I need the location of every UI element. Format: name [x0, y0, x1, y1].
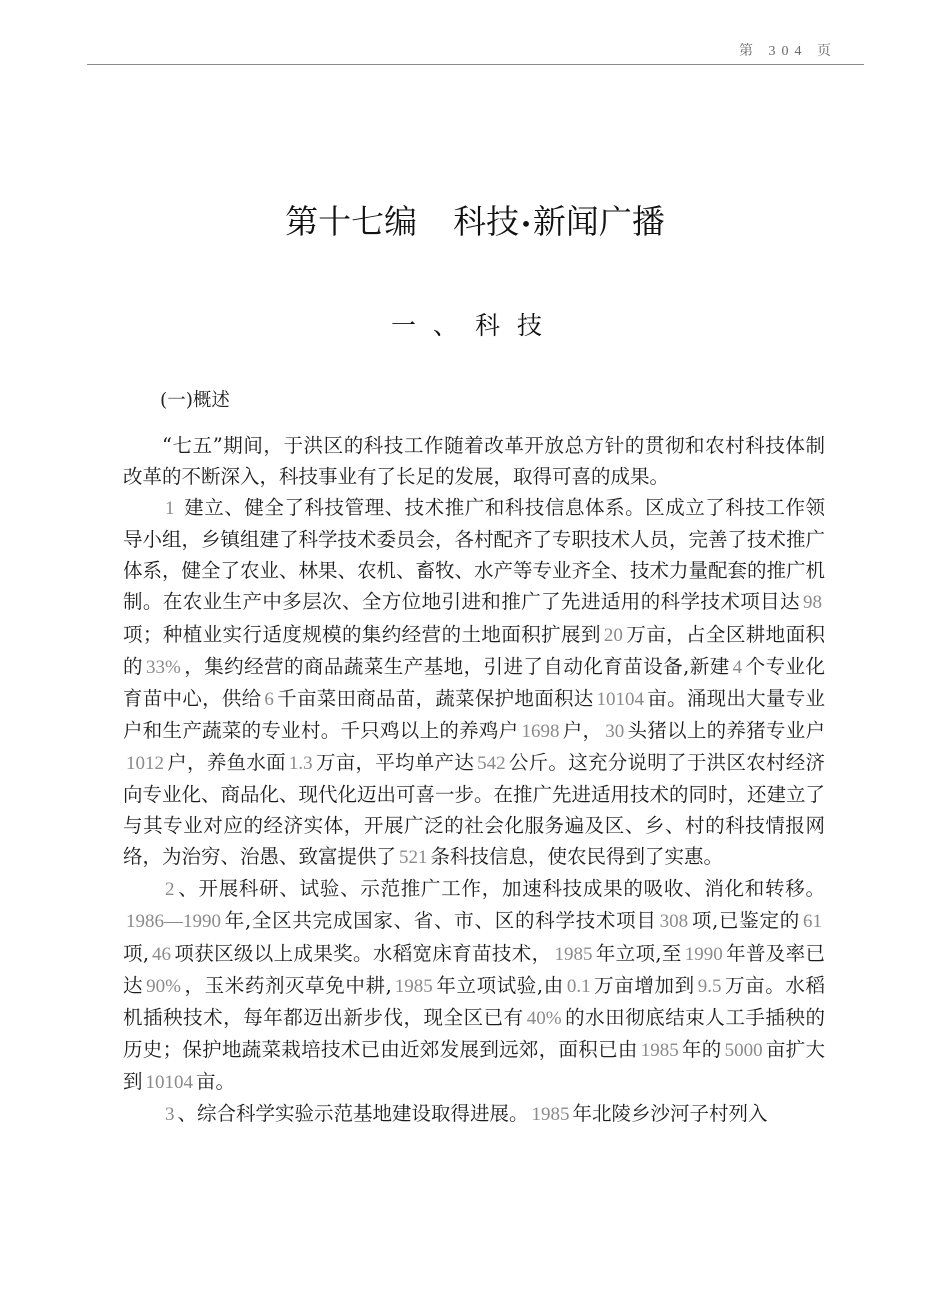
header-rule	[87, 64, 864, 65]
page-number: 第 304 页	[739, 44, 837, 59]
part-title	[0, 196, 950, 243]
item-number: 3	[165, 1103, 175, 1125]
body-text	[123, 430, 825, 1130]
part-label: 第十七编	[285, 202, 418, 241]
subsection-heading: (一)概述	[160, 390, 230, 411]
item-number: 2	[165, 879, 175, 901]
paragraph-intro: “七五”期间，于洪区的科技工作随着改革开放总方针的贯彻和农村科技体制改革的不断深入，科技事业有了长足的发展，取得可喜的成果。	[123, 434, 825, 489]
paragraph-3: 3 、综合科学实验示范基地建设取得进展。 1985 年北陵乡沙河子村列入	[123, 1098, 825, 1130]
section-title: 一、科技	[390, 311, 559, 340]
part-separator: •	[520, 212, 532, 236]
part-name-2: 新闻广播	[532, 202, 665, 241]
part-name-1: 科技	[453, 202, 520, 241]
item-number: 1	[165, 498, 175, 520]
paragraph-1: 1 建立、健全了科技管理、技术推广和科技信息体系。区成立了科技工作领导小组，乡镇组建了科学技术委员会，各村配齐了专职技术人员，完善了技术推广体系，健全了农业、林果、农机、畜牧、水产等专业齐全、技术力量配套的推广机制。在农业生产中多层次、全方位地引进和推广了先进适用的科学技术项目达 98项；种植业实行适度规模的集约经营的土地面积扩展到 20 万亩，占全区耕地面积的 33% ，集约经营的商品蔬菜生产基地，引进了自动化育苗设备,新建 4 个专业化育苗中心，供给 6 千亩菜田商品苗，蔬菜保护地面积达 10104 亩。涌现出大量专业户和生产蔬菜的专业村。千只鸡以上的养鸡户 1698 户， 30 头猪以上的养猪专业户1012 户，养鱼水面 1.3 万亩，平均单产达 542 公斤。这充分说明了于洪区农村经济向专业化、商品化、现代化迈出可喜一步。在推广先进适用技术的同时，还建立了与其专业对应的经济实体，开展广泛的社会化服务遍及区、乡、村的科技情报网络，为治穷、治愚、致富提供了 521 条科技信息，使农民得到了实惠。	[123, 496, 826, 869]
paragraph-2: 2 、开展科研、试验、示范推广工作，加速科技成果的吸收、消化和转移。1986—1990 年,全区共完成国家、省、市、区的科学技术项目 308 项,已鉴定的 61项, 46 项获区级以上成果奖。水稻宽床育苗技术， 1985 年立项,至 1990 年普及率已达 90% ，玉米药剂灭草免中耕, 1985 年立项试验,由 0.1 万亩增加到 9.5 万亩。水稻机插秧技术，每年都迈出新步伐，现全区已有 40% 的水田彻底结束人工手插秧的历史；保护地蔬菜栽培技术已由近郊发展到远郊，面积已由 1985 年的 5000 亩扩大到 10104 亩。	[123, 877, 825, 1093]
